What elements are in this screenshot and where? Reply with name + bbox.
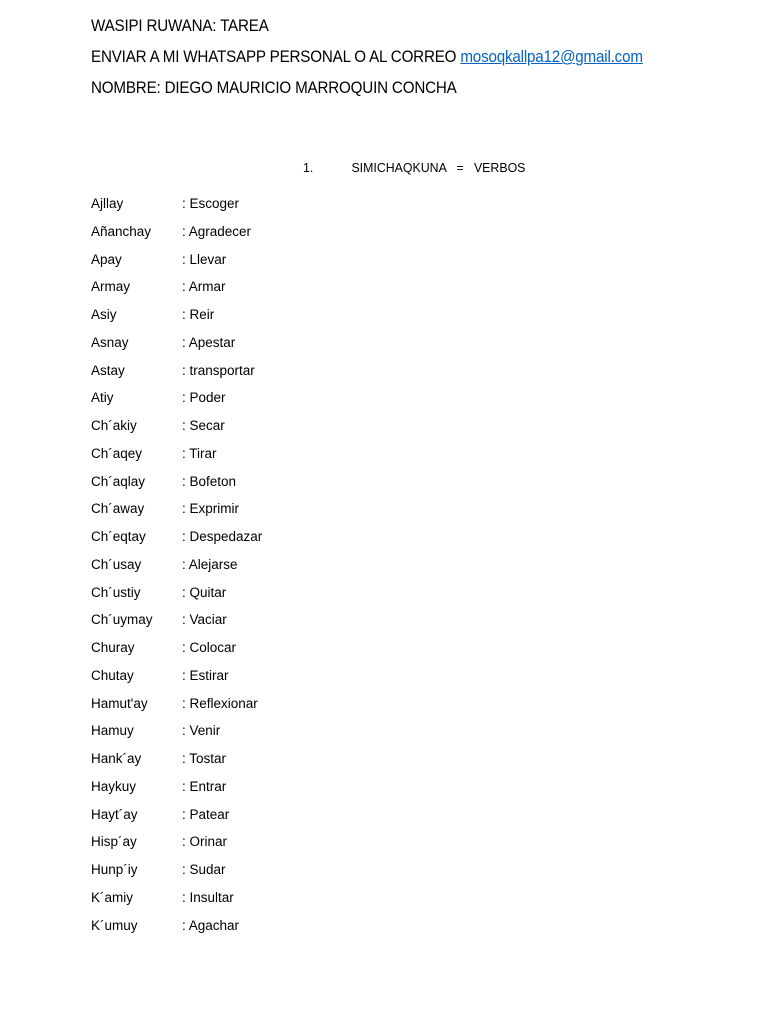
send-instructions-text: ENVIAR A MI WHATSAPP PERSONAL O AL CORREO (91, 48, 461, 66)
vocabulary-item (91, 751, 491, 779)
vocabulary-term: Hisp´ay (91, 834, 137, 850)
vocabulary-item (91, 196, 491, 224)
vocabulary-term: Hank´ay (91, 751, 142, 766)
vocabulary-item (91, 890, 491, 918)
vocabulary-term: Hayt´ay (91, 806, 138, 822)
vocabulary-item (91, 363, 491, 391)
vocabulary-item (91, 723, 491, 751)
vocabulary-term: Hamuy (91, 723, 134, 739)
vocabulary-list (91, 196, 491, 945)
vocabulary-item (91, 640, 491, 668)
vocabulary-term: Asnay (91, 334, 129, 350)
vocabulary-item (91, 612, 491, 640)
vocabulary-term: Hunp´iy (91, 862, 138, 877)
vocabulary-term: Ch´akiy (91, 418, 137, 433)
vocabulary-meaning: : Vaciar (182, 612, 227, 628)
vocabulary-item (91, 446, 491, 474)
vocabulary-term: Armay (91, 279, 131, 295)
vocabulary-item (91, 918, 491, 946)
title-text: WASIPI RUWANA: TAREA (91, 17, 269, 35)
vocabulary-term: Apay (91, 251, 122, 267)
vocabulary-meaning: : Armar (182, 279, 226, 295)
vocabulary-item (91, 501, 491, 529)
vocabulary-item (91, 335, 491, 363)
vocabulary-meaning: : Colocar (182, 640, 237, 655)
vocabulary-term: Ch´uymay (91, 612, 153, 628)
vocabulary-meaning: : Agachar (182, 917, 240, 933)
student-name (91, 79, 457, 98)
vocabulary-meaning: : Bofeton (182, 473, 237, 489)
vocabulary-item (91, 696, 491, 724)
vocabulary-meaning: : Sudar (182, 862, 226, 877)
vocabulary-term: Ch´usay (91, 556, 142, 572)
vocabulary-meaning: : Alejarse (182, 556, 238, 572)
vocabulary-meaning: : Reir (182, 307, 215, 322)
vocabulary-meaning: : Poder (182, 390, 226, 406)
vocabulary-meaning: : Orinar (182, 834, 228, 850)
vocabulary-term: Ch´ustiy (91, 584, 141, 600)
document-title (91, 17, 269, 36)
vocabulary-term: Atiy (91, 390, 114, 406)
vocabulary-item (91, 585, 491, 613)
vocabulary-meaning: : Secar (182, 418, 225, 433)
vocabulary-item (91, 807, 491, 835)
vocabulary-meaning: : Estirar (182, 667, 229, 683)
vocabulary-term: K´amiy (91, 889, 134, 905)
vocabulary-meaning: : Venir (182, 723, 221, 739)
vocabulary-item (91, 418, 491, 446)
vocabulary-meaning: : Quitar (182, 584, 227, 600)
vocabulary-meaning: : transportar (182, 362, 255, 378)
vocabulary-meaning: : Despedazar (182, 529, 263, 544)
vocabulary-meaning: : Agradecer (182, 223, 252, 239)
vocabulary-meaning: : Tostar (182, 751, 227, 766)
student-name-text: NOMBRE: DIEGO MAURICIO MARROQUIN CONCHA (91, 79, 457, 97)
vocabulary-item (91, 834, 491, 862)
send-instructions (91, 48, 643, 67)
vocabulary-meaning: : Tirar (182, 445, 217, 461)
vocabulary-item (91, 668, 491, 696)
vocabulary-item (91, 307, 491, 335)
vocabulary-meaning: : Patear (182, 806, 230, 822)
vocabulary-meaning: : Entrar (182, 778, 227, 794)
vocabulary-meaning: : Exprimir (182, 501, 239, 517)
vocabulary-term: Hamut'ay (91, 695, 148, 711)
section-number: 1. (303, 160, 314, 175)
vocabulary-meaning: : Insultar (182, 889, 234, 905)
vocabulary-meaning: : Escoger (182, 196, 240, 211)
vocabulary-item (91, 529, 491, 557)
vocabulary-term: Ch´aqlay (91, 473, 146, 489)
email-link[interactable]: mosoqkallpa12@gmail.com (460, 48, 643, 66)
vocabulary-term: Ch´aqey (91, 445, 143, 461)
vocabulary-term: Astay (91, 362, 125, 378)
vocabulary-term: Ch´eqtay (91, 529, 146, 544)
vocabulary-item (91, 224, 491, 252)
vocabulary-meaning: : Llevar (182, 251, 227, 267)
vocabulary-term: Haykuy (91, 778, 137, 794)
vocabulary-term: K´umuy (91, 917, 138, 933)
vocabulary-term: Ch´away (91, 501, 145, 517)
vocabulary-term: Asiy (91, 307, 117, 322)
vocabulary-meaning: : Reflexionar (182, 695, 258, 711)
vocabulary-item (91, 390, 491, 418)
vocabulary-term: Churay (91, 640, 135, 655)
vocabulary-term: Ajllay (91, 196, 124, 211)
vocabulary-item (91, 779, 491, 807)
vocabulary-item (91, 279, 491, 307)
vocabulary-item (91, 862, 491, 890)
vocabulary-item (91, 557, 491, 585)
vocabulary-term: Chutay (91, 667, 134, 683)
vocabulary-meaning: : Apestar (182, 334, 236, 350)
section-title: SIMICHAQKUNA = VERBOS (351, 160, 526, 175)
vocabulary-item (91, 252, 491, 280)
vocabulary-term: Añanchay (91, 223, 152, 239)
vocabulary-item (91, 474, 491, 502)
